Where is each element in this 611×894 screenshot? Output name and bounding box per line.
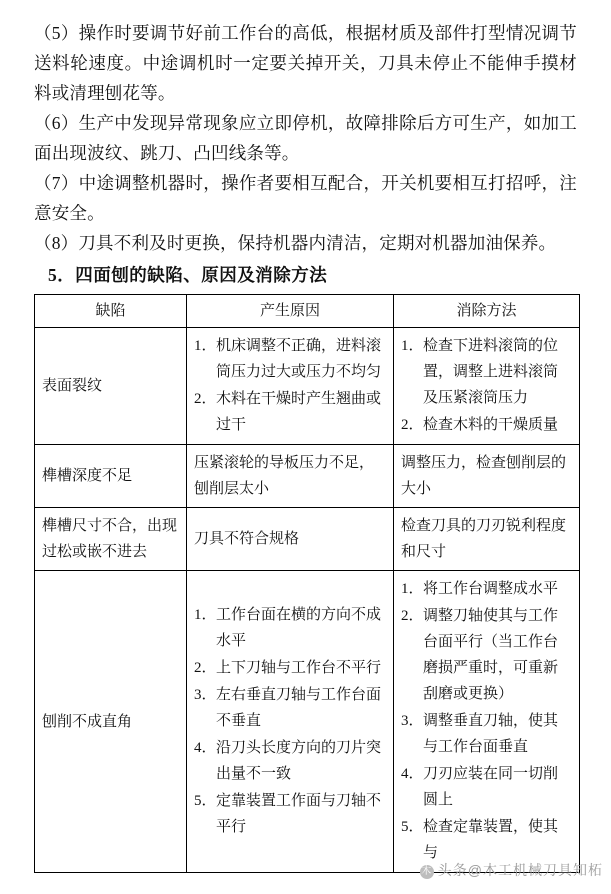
list-number: 1． xyxy=(194,607,217,623)
paragraph-5: （5）操作时要调节好前工作台的高低，根据材质及部件打型情况调节送料轮速度。中途调机时一定要关掉开关，刀具未停止不能伸手摸材料或清理刨花等。 xyxy=(34,23,577,103)
paragraph-6: （6）生产中发现异常现象应立即停机，故障排除后方可生产，如加工面出现波纹、跳刀、凸凹线条等。 xyxy=(34,113,577,163)
list-text: 上下刀轴与工作台不平行 xyxy=(216,660,382,676)
list-item xyxy=(194,386,386,438)
list-text: 检查定靠装置，使其与 xyxy=(423,819,559,861)
cause-text: 压紧滚轮的导板压力不足，刨削层太小 xyxy=(194,455,375,497)
cell-defect: 刨削不成直角 xyxy=(35,571,187,873)
list-number: 3． xyxy=(194,687,217,703)
table-header-row xyxy=(35,295,580,328)
list-item xyxy=(401,708,572,760)
list-number: 4． xyxy=(401,766,424,782)
defects-table xyxy=(34,294,580,873)
list-number: 5． xyxy=(194,793,217,809)
cause-list xyxy=(194,333,386,438)
list-number: 5． xyxy=(401,819,424,835)
watermark-text: 头条@木工机械刀具知柘 xyxy=(437,862,603,878)
cell-cause xyxy=(187,571,394,873)
header-cause: 产生原因 xyxy=(187,295,394,328)
list-text: 工作台面在横的方向不成水平 xyxy=(216,607,382,649)
list-text: 调整垂直刀轴，使其与工作台面垂直 xyxy=(423,713,559,755)
table-row xyxy=(35,328,580,445)
list-text: 刀刃应装在同一切削圆上 xyxy=(423,766,559,808)
list-item xyxy=(401,603,572,707)
header-defect: 缺陷 xyxy=(35,295,187,328)
list-number: 2． xyxy=(194,660,217,676)
list-text: 将工作台调整成水平 xyxy=(423,581,559,597)
list-text: 检查下进料滚筒的位置，调整上进料滚筒及压紧滚筒压力 xyxy=(423,338,559,406)
cell-cause xyxy=(187,328,394,445)
list-item xyxy=(194,333,386,385)
remedy-text: 调整压力，检查刨削层的大小 xyxy=(401,455,567,497)
paragraph-8: （8）刀具不利及时更换，保持机器内清洁，定期对机器加油保养。 xyxy=(34,233,557,253)
list-text: 定靠装置工作面与刀轴不平行 xyxy=(216,793,382,835)
list-text: 机床调整不正确，进料滚筒压力过大或压力不均匀 xyxy=(216,338,382,380)
list-number: 1． xyxy=(194,338,217,354)
list-number: 2． xyxy=(194,391,217,407)
cell-remedy xyxy=(394,571,580,873)
list-number: 1． xyxy=(401,338,424,354)
cell-remedy xyxy=(394,445,580,508)
list-item xyxy=(401,333,572,411)
remedy-text: 检查刀具的刀刃锐利程度和尺寸 xyxy=(401,518,567,560)
list-text: 左右垂直刀轴与工作台面不垂直 xyxy=(216,687,382,729)
list-text: 检查木料的干燥质量 xyxy=(423,417,559,433)
list-item xyxy=(194,735,386,787)
paragraph-7: （7）中途调整机器时，操作者要相互配合，开关机要相互打招呼，注意安全。 xyxy=(34,173,577,223)
list-text: 木料在干燥时产生翘曲或过干 xyxy=(216,391,382,433)
list-number: 2． xyxy=(401,608,424,624)
remedy-list xyxy=(401,576,572,866)
cell-cause xyxy=(187,508,394,571)
cell-cause xyxy=(187,445,394,508)
list-number: 1． xyxy=(401,581,424,597)
list-item xyxy=(401,814,572,866)
list-item xyxy=(401,412,572,438)
watermark-avatar-icon: 木 xyxy=(421,866,433,877)
cell-remedy xyxy=(394,328,580,445)
list-number: 4． xyxy=(194,740,217,756)
list-text: 沿刀头长度方向的刀片突出量不一致 xyxy=(216,740,382,782)
cell-defect: 榫槽尺寸不合，出现过松或嵌不进去 xyxy=(35,508,187,571)
list-text: 调整刀轴使其与工作台面平行（当工作台磨损严重时，可重新刮磨或更换） xyxy=(423,608,559,702)
list-number: 3． xyxy=(401,713,424,729)
cause-text: 刀具不符合规格 xyxy=(194,531,300,547)
list-item xyxy=(194,788,386,840)
table-row xyxy=(35,571,580,873)
remedy-list xyxy=(401,333,572,438)
list-item xyxy=(194,655,386,681)
table-row xyxy=(35,508,580,571)
cause-list xyxy=(194,602,386,840)
header-remedy: 消除方法 xyxy=(394,295,580,328)
cell-defect: 表面裂纹 xyxy=(35,328,187,445)
list-item xyxy=(401,576,572,602)
list-item xyxy=(401,761,572,813)
watermark xyxy=(420,860,603,880)
section-title: 5．四面刨的缺陷、原因及消除方法 xyxy=(48,265,328,285)
cell-defect: 榫槽深度不足 xyxy=(35,445,187,508)
list-item xyxy=(194,682,386,734)
list-item xyxy=(194,602,386,654)
cell-remedy xyxy=(394,508,580,571)
list-number: 2． xyxy=(401,417,424,433)
table-row xyxy=(35,445,580,508)
